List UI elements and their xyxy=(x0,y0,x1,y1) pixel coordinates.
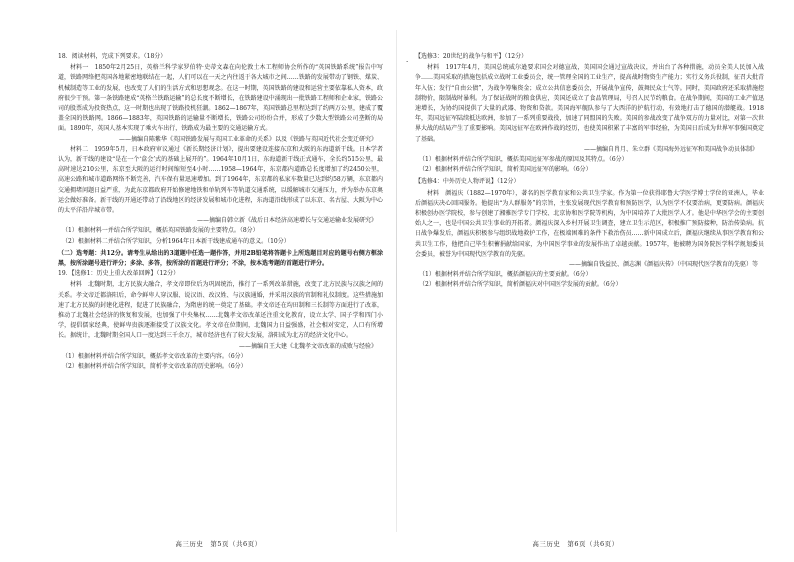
question-21-task-1: （1）根据材料并结合所学知识，概括颜福庆的主要贡献。（6分） xyxy=(419,271,592,279)
elective-instructions: （二）选考题：共12分。请考生从给出的3道题中任选一题作答，并用2B铅笔将答题卡上所选题目对应的题号右侧方框涂黑，按所涂题号进行评分；多涂、多答，按所涂的首题进行评分；不涂，按本选考题的首题进行评分。 xyxy=(58,249,383,268)
question-20-material: 材料 1917年4月，美国总统威尔逊要求国会对德宣战，美国国会通过宣战决议，并出台了各种措施，动员全美人民加入战争……美国采取的措施包括成立战时工业委员会，统一管理全国的工业生产，提高战时物资生产能力；实行义务兵役制，征召大批青年入伍；发行“自由公债”，为战争筹集资金；成立公共信息委员会，开展战争宣传，鼓舞民众士气等。同时，美国政府还采取措施控制物价，限制战时暴利。为了保证战时的粮食供应，美国还成立了食品管理局，号召人民节约粮食。在战争期间，美国的工业产值迅速增长，为协约国提供了大量的武器、物资和贷款。美国海军舰队参与了大西洋的护航行动，有效地打击了德国的潜艇战。1918年，美国远征军陆续抵达欧洲，参加了一系列重要战役，加速了同盟国的失败。美国的参战改变了战争双方的力量对比，对第一次世界大战的结局产生了重要影响。美国远征军在欧洲作战的经历，也使美国积累了丰富的军事经验，为美国日后成为世界军事强国奠定了基础。 xyxy=(415,64,764,143)
question-18-material-1: 材料一 1850年2月25日，英格兰科学家罗伯特·史蒂文森在向伦敦土木工程师协会所作的“英国铁路系统”报告中写道，铁路网络把英国各地紧密地联结在一起，人们可以在一天之内往返于各大城市之间……铁路的发展带动了钢铁、煤炭、机械制造等工业的发展，也改变了人们的生活方式和思想观念。在这一时期，英国铁路的建设和运营主要依靠私人资本，政府很少干预。第一条铁路建成“英格兰铁路运输”的总长度不断增长，在铁路建设中涌现出一批铁路工程师和企业家，铁路公司的股票成为投资热点，这一时期也出现了铁路投机狂潮。1862—1867年，英国铁路总里程达到了约两万公里，建成了覆盖全国的铁路网。1866—1883年，英国铁路的运输量不断增长，铁路公司纷纷合并，形成了少数大型铁路公司垄断的局面。1890年，英国人基本实现了乘火车出行，铁路成为最主要的交通运输方式。 xyxy=(58,64,383,133)
question-18-task-2: （2）根据材料二并结合所学知识，分析1964年日本新干线建成通车的意义。（10分） xyxy=(62,237,290,245)
question-20-heading: 【选修3：20世纪的战争与和平】（12分） xyxy=(415,53,528,60)
question-19-source: ——摘编自王大建《北魏孝文帝改革的成败与经验》 xyxy=(238,342,377,350)
question-21-source: ——摘编自钱益民、颜志渊《颜福庆传》（中国现代医学教育的先驱）等 xyxy=(568,261,758,269)
page-6-footer: 高三历史 第6页（共6页） xyxy=(532,540,619,548)
question-19-heading: 19．【选修1：历史上重大改革回眸】（12分） xyxy=(58,270,180,278)
question-18-heading: 18．阅读材料，完成下列要求。（18分） xyxy=(58,53,167,60)
question-20-source: ——摘编自肖月、朱立群《美国海外远征军和美国战争动员体制》 xyxy=(583,145,758,153)
exam-page-6 xyxy=(397,0,794,562)
question-19-task-1: （1）根据材料并结合所学知识，概括孝文帝改革的主要内容。（6分） xyxy=(62,352,247,360)
question-21-task-2: （2）根据材料并结合所学知识，简析颜福庆对中国医学发展的贡献。（6分） xyxy=(419,281,622,289)
question-18-source-2: ——摘编自韩立新《战后日本经济高速增长与交通运输业发展研究》 xyxy=(196,217,377,225)
question-20-task-1: （1）根据材料并结合所学知识，概括美国远征军参战的原因及其特点。（6分） xyxy=(419,156,628,164)
question-19-task-2: （2）根据材料并结合所学知识，简析孝文帝改革的历史影响。（6分） xyxy=(62,363,247,371)
question-21-heading: 【选修4：中外历史人物评说】（12分） xyxy=(415,178,520,186)
question-18-material-2: 材料二 1959年5月，日本政府审议通过《新长期经济计划》，提出要建设连接东京和大阪的东海道新干线。日本学者认为，新干线的建设“是在一个‘盒会’式的基础上展开的”。1964年10月1日，东海道新干线正式通车，全长约515公里，最高时速达210公里，东京至大阪的运行时间缩短至4小时……1958—1964年，东京都内道路总长度增加了约2450公里，高速公路和城市道路网络不断完善，汽车保有量迅速增加。到了1964年，东京都的私家车数量已达到约58万辆，东京都内交通拥堵问题日益严重，为此东京都政府开始修建地铁和单轨列车等轨道交通系统，以缓解城市交通压力，并为举办东京奥运会做好准备。新干线的开通还带动了沿线地区的经济发展和城市化进程，东海道沿线形成了以东京、名古屋、大阪为中心的太平洋沿岸城市带。 xyxy=(58,145,383,215)
question-18-task-1: （1）根据材料一并结合所学知识，概括英国铁路发展的主要特点。（8分） xyxy=(62,227,259,235)
page-5-footer: 高三历史 第5页（共6页） xyxy=(175,540,262,548)
question-21-material: 材料 颜福庆（1882—1970年），著名的医学教育家和公共卫生学家。作为第一位获得耶鲁大学医学博士学位的亚洲人，毕业后颜福庆决心回国服务。他提出“为人群服务”的宗旨，主张发展现代医学教育和预防医学，认为医学不仅要治病，更要防病。颜福庆积极创办医学院校，参与创建了湘雅医学专门学校、北京协和医学院等机构，为中国培养了大批医学人才。他是中华医学会的主要创始人之一，也是中国公共卫生事业的开拓者。颜福庆深入乡村开展卫生调查，建立卫生示范区，积极推广预防接种，防治传染病。抗日战争爆发后，颜福庆积极参与组织战地救护工作，在极端困难的条件下救治伤员……新中国成立后，颜福庆继续从事医学教育和公共卫生工作，他把自己毕生积蓄捐献给国家，为中国医学事业的发展作出了卓越贡献。1957年，他被聘为国务院医学科学规划委员会委员，被誉为中国现代医学教育的先驱。 xyxy=(415,189,764,258)
page-5-column xyxy=(58,52,383,526)
question-19-material: 材料 北魏时期，北方民族大融合，孝文帝即位后为巩固统治，推行了一系列改革措施，改变了北方民族与汉族之间的关系。孝文帝迁都洛阳后，命令鲜卑人穿汉服、说汉语、改汉姓、与汉族通婚，并采用汉族的官制和礼仪制度。这些措施加速了北方民族的封建化进程，促进了民族融合，为隋唐的统一奠定了基础。孝文帝还在均田制和三长制等方面进行了改革，推动了北魏社会经济的恢复和发展，也加强了中央集权……北魏孝文帝改革还注重文化教育，设立太学、国子学和四门小学，提倡儒家经典，使鲜卑贵族逐渐接受了汉族文化。孝文帝在位期间，北魏国力日益强盛，社会相对安定，人口有所增长。据统计，北魏时期全国人口一度达到三千余万，城市经济也有了较大发展，洛阳成为北方的经济文化中心。 xyxy=(58,281,383,340)
page-6-column xyxy=(415,52,764,526)
question-18-source-1: ——摘编自陈紫华《英国铁路发展与英国工业革命的关系》以及《铁路与英国近代社会变迁研究》 xyxy=(118,135,377,143)
margin-mark: · xyxy=(406,58,409,66)
question-20-task-2: （2）根据材料并结合所学知识，简析美国远征军的影响。（6分） xyxy=(419,166,592,174)
